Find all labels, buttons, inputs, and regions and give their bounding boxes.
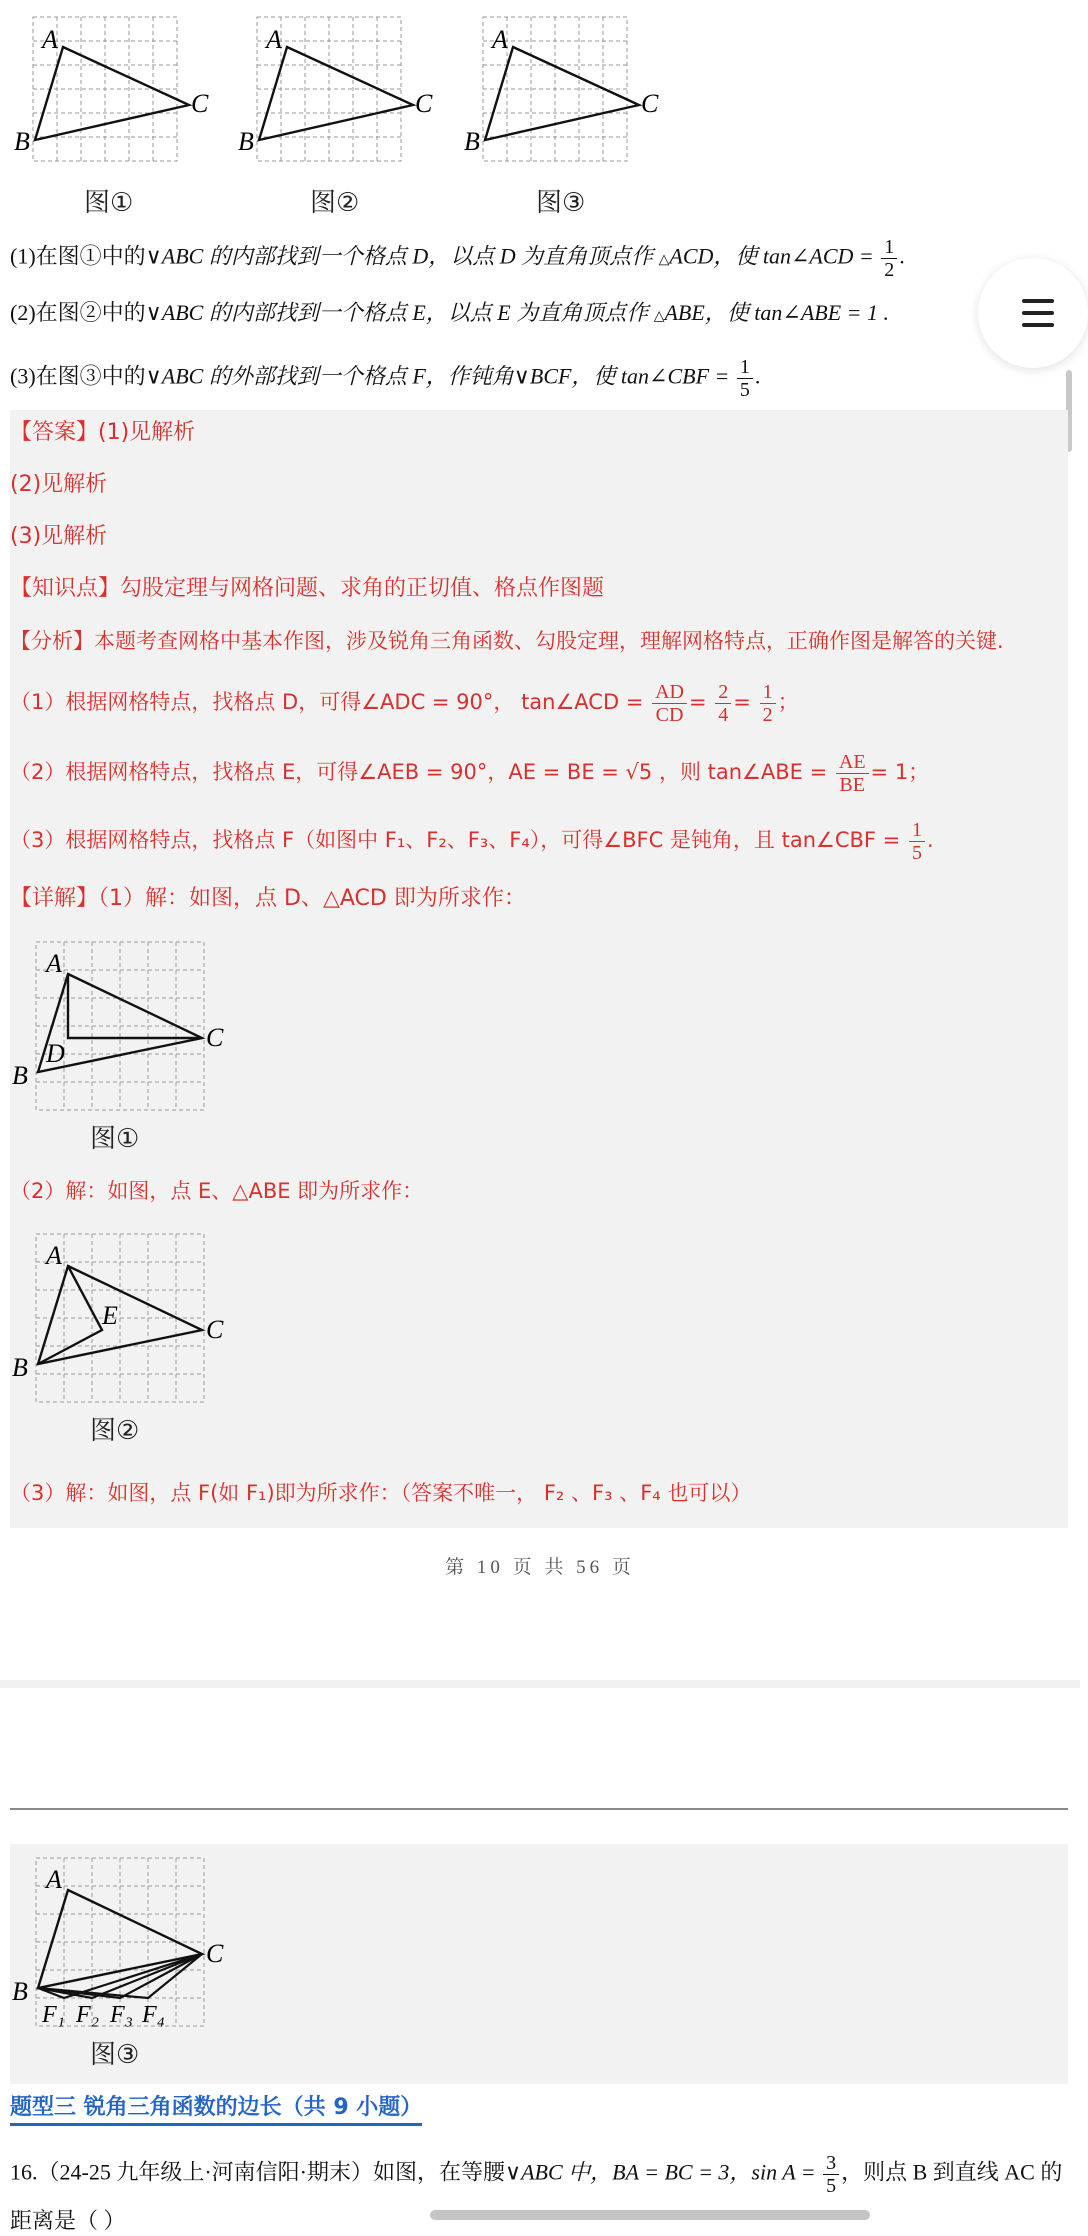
analysis: 【分析】本题考查网格中基本作图，涉及锐角三角函数、勾股定理，理解网格特点，正确作图是解答的关键. bbox=[10, 629, 1004, 653]
hamburger-icon bbox=[1022, 299, 1054, 303]
detail-2: （2）解：如图，点 E、△ABE 即为所求作： bbox=[10, 1179, 424, 1203]
detail-figure-3 bbox=[12, 1852, 242, 2032]
point-label-f1: F₁ bbox=[42, 2002, 66, 2028]
point-label-b: B bbox=[464, 127, 480, 156]
svg-text:C: C bbox=[206, 1939, 224, 1968]
horizontal-scrollbar[interactable] bbox=[430, 2210, 870, 2220]
point-label-d: D bbox=[46, 1039, 65, 1068]
figure-3-label: 图③ bbox=[536, 188, 586, 218]
svg-text:A: A bbox=[46, 1865, 62, 1894]
analysis-step-3: （3）根据网格特点，找格点 F（如图中 F₁、F₂、F₃、F₄），可得∠BFC 是钝角，且 tan∠CBF = $\frac{1}{5}$ . bbox=[10, 818, 934, 864]
detail-1: 【详解】（1）解：如图，点 D、△ACD 即为所求作： bbox=[10, 886, 526, 911]
answer-line-2: (2)见解析 bbox=[10, 472, 108, 497]
answer-line-1: 【答案】(1)见解析 bbox=[10, 420, 196, 445]
figure-1-label: 图① bbox=[84, 188, 134, 218]
question-2: (2)在图②中的∨ABC 的内部找到一个格点 E，以点 E 为直角顶点作 △ABE，使 tan∠ABE = 1 . bbox=[10, 300, 890, 325]
page-separator bbox=[0, 1680, 1080, 1688]
svg-text:A: A bbox=[46, 949, 62, 978]
detail-figure-1-label: 图① bbox=[90, 1124, 140, 1154]
point-label-f4: F₄ bbox=[142, 2002, 166, 2028]
figure-2-label: 图② bbox=[310, 188, 360, 218]
svg-text:A: A bbox=[46, 1241, 62, 1270]
point-label-b: B bbox=[238, 127, 254, 156]
triangle-symbol: △ bbox=[658, 252, 670, 268]
point-label-c: C bbox=[415, 89, 433, 118]
svg-text:C: C bbox=[206, 1315, 224, 1344]
analysis-step-1: （1）根据网格特点，找格点 D，可得∠ADC = 90°， tan∠ACD = $\frac{AD}{CD}$ = $\frac{2}{4}$ = $\frac{1}{2}$ ； bbox=[10, 680, 799, 726]
section-heading[interactable]: 题型三 锐角三角函数的边长（共 9 小题） bbox=[10, 2090, 422, 2126]
point-label-b: B bbox=[14, 127, 30, 156]
question-16: 16.（24-25 九年级上·河南信阳·期末）如图，在等腰∨ABC 中，BA = BC = 3，sin A = $\frac{3}{5}$ ，则点 B 到直线 AC 的 bbox=[10, 2152, 1063, 2197]
point-label-e: E bbox=[102, 1301, 118, 1330]
detail-figure-2-label: 图② bbox=[90, 1416, 140, 1446]
figure-2-top bbox=[238, 12, 442, 182]
svg-text:B: B bbox=[12, 1061, 28, 1090]
point-label-f3: F₃ bbox=[110, 2002, 134, 2028]
question-3: (3)在图③中的∨ABC 的外部找到一个格点 F，作钝角∨BCF，使 tan∠CBF = $\frac{1}{5}$ . bbox=[10, 356, 761, 401]
point-label-c: C bbox=[641, 89, 659, 118]
detail-3: （3）解：如图，点 F(如 F₁)即为所求作：（答案不唯一， F₂ 、F₃ 、F₄ 也可以） bbox=[10, 1481, 752, 1505]
nabla-symbol: ∨ bbox=[145, 243, 162, 269]
point-label-f2: F₂ bbox=[76, 2002, 100, 2028]
analysis-step-2: （2）根据网格特点，找格点 E，可得∠AEB = 90°，AE = BE = √5 ，则 tan∠ABE = $\frac{AE}{BE}$ = 1； bbox=[10, 750, 930, 796]
figure-3-top bbox=[464, 12, 668, 182]
answer-line-3: (3)见解析 bbox=[10, 524, 108, 549]
detail-figure-1 bbox=[12, 936, 222, 1116]
page-footer: 第 10 页 共 56 页 bbox=[445, 1557, 635, 1578]
question-1: (1)在图①中的∨ABC 的内部找到一个格点 D，以点 D 为直角顶点作 △ACD，使 tan∠ACD = $\frac{1}{2}$ . bbox=[10, 236, 905, 281]
svg-text:B: B bbox=[12, 1353, 28, 1382]
menu-button[interactable] bbox=[978, 258, 1088, 368]
detail-figure-2 bbox=[12, 1228, 222, 1408]
figure-1-top bbox=[14, 12, 218, 182]
svg-text:B: B bbox=[12, 1977, 28, 2006]
point-label-a: A bbox=[42, 25, 58, 54]
point-label-a: A bbox=[492, 25, 508, 54]
svg-text:C: C bbox=[206, 1023, 224, 1052]
detail-figure-3-label: 图③ bbox=[90, 2040, 140, 2070]
question-16-next-line: 距离是（ ） bbox=[10, 2208, 126, 2233]
point-label-c: C bbox=[191, 89, 209, 118]
point-label-a: A bbox=[266, 25, 282, 54]
knowledge-point: 【知识点】勾股定理与网格问题、求角的正切值、格点作图题 bbox=[10, 576, 605, 601]
divider bbox=[10, 1808, 1068, 1810]
